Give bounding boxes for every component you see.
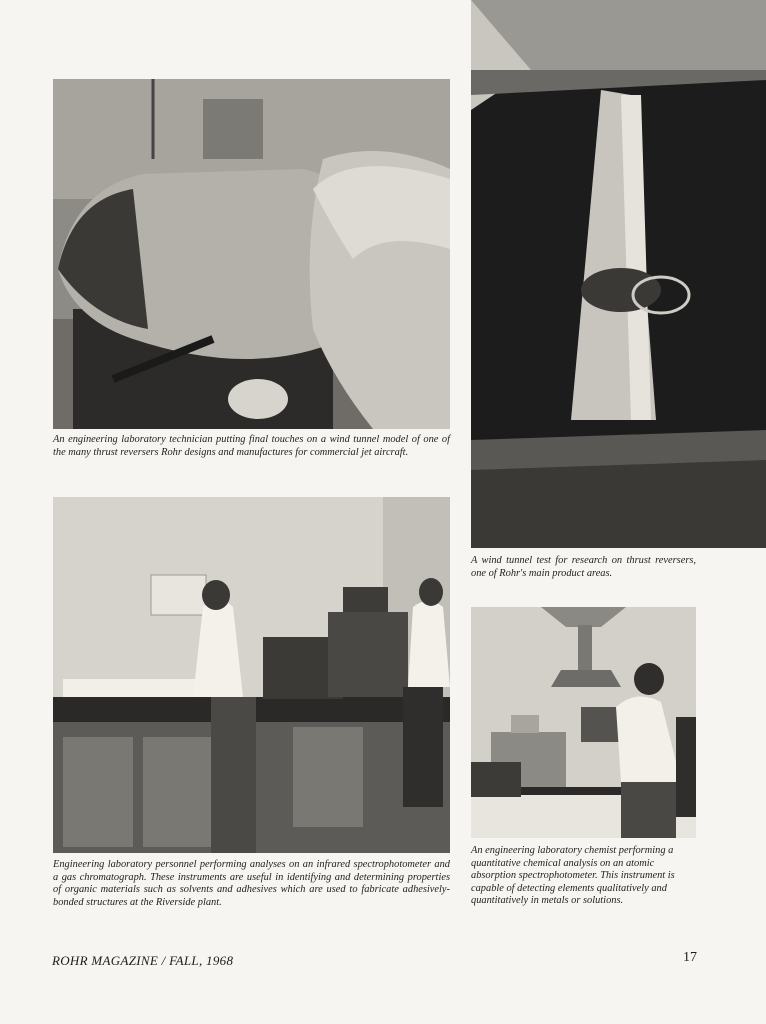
magazine-footer-title: ROHR MAGAZINE / FALL, 1968 xyxy=(52,953,234,968)
caption-technician-model: An engineering laboratory technician putting final touches on a wind tunnel model of one of the many thrust reversers Rohr designs and manufactures for commercial jet aircraft. xyxy=(53,434,450,458)
photo-chemist xyxy=(471,607,696,838)
caption-chemist: An engineering laboratory chemist performing a quantitative chemical analysis on an atomic absorption spectrophotometer. This instrument is capable of detecting elements qualitatively and quantitatively in metals or solutions. xyxy=(471,845,675,907)
photo-technician-model xyxy=(53,79,450,429)
caption-wind-tunnel: A wind tunnel test for research on thrust reversers, one of Rohr's main product areas. xyxy=(471,555,696,579)
photo-spectrophotometer-lab xyxy=(53,497,450,853)
photo-wind-tunnel xyxy=(471,0,766,548)
caption-spectrophotometer-lab: Engineering laboratory personnel performing analyses on an infrared spectrophotometer and a gas chromatograph. These instruments are useful in identifying and determining properties of organic materials such as solvents and adhesives which are used to fabricate adhesively-bonded structures at the Riverside plant. xyxy=(53,859,450,908)
page-number: 17 xyxy=(683,950,697,965)
